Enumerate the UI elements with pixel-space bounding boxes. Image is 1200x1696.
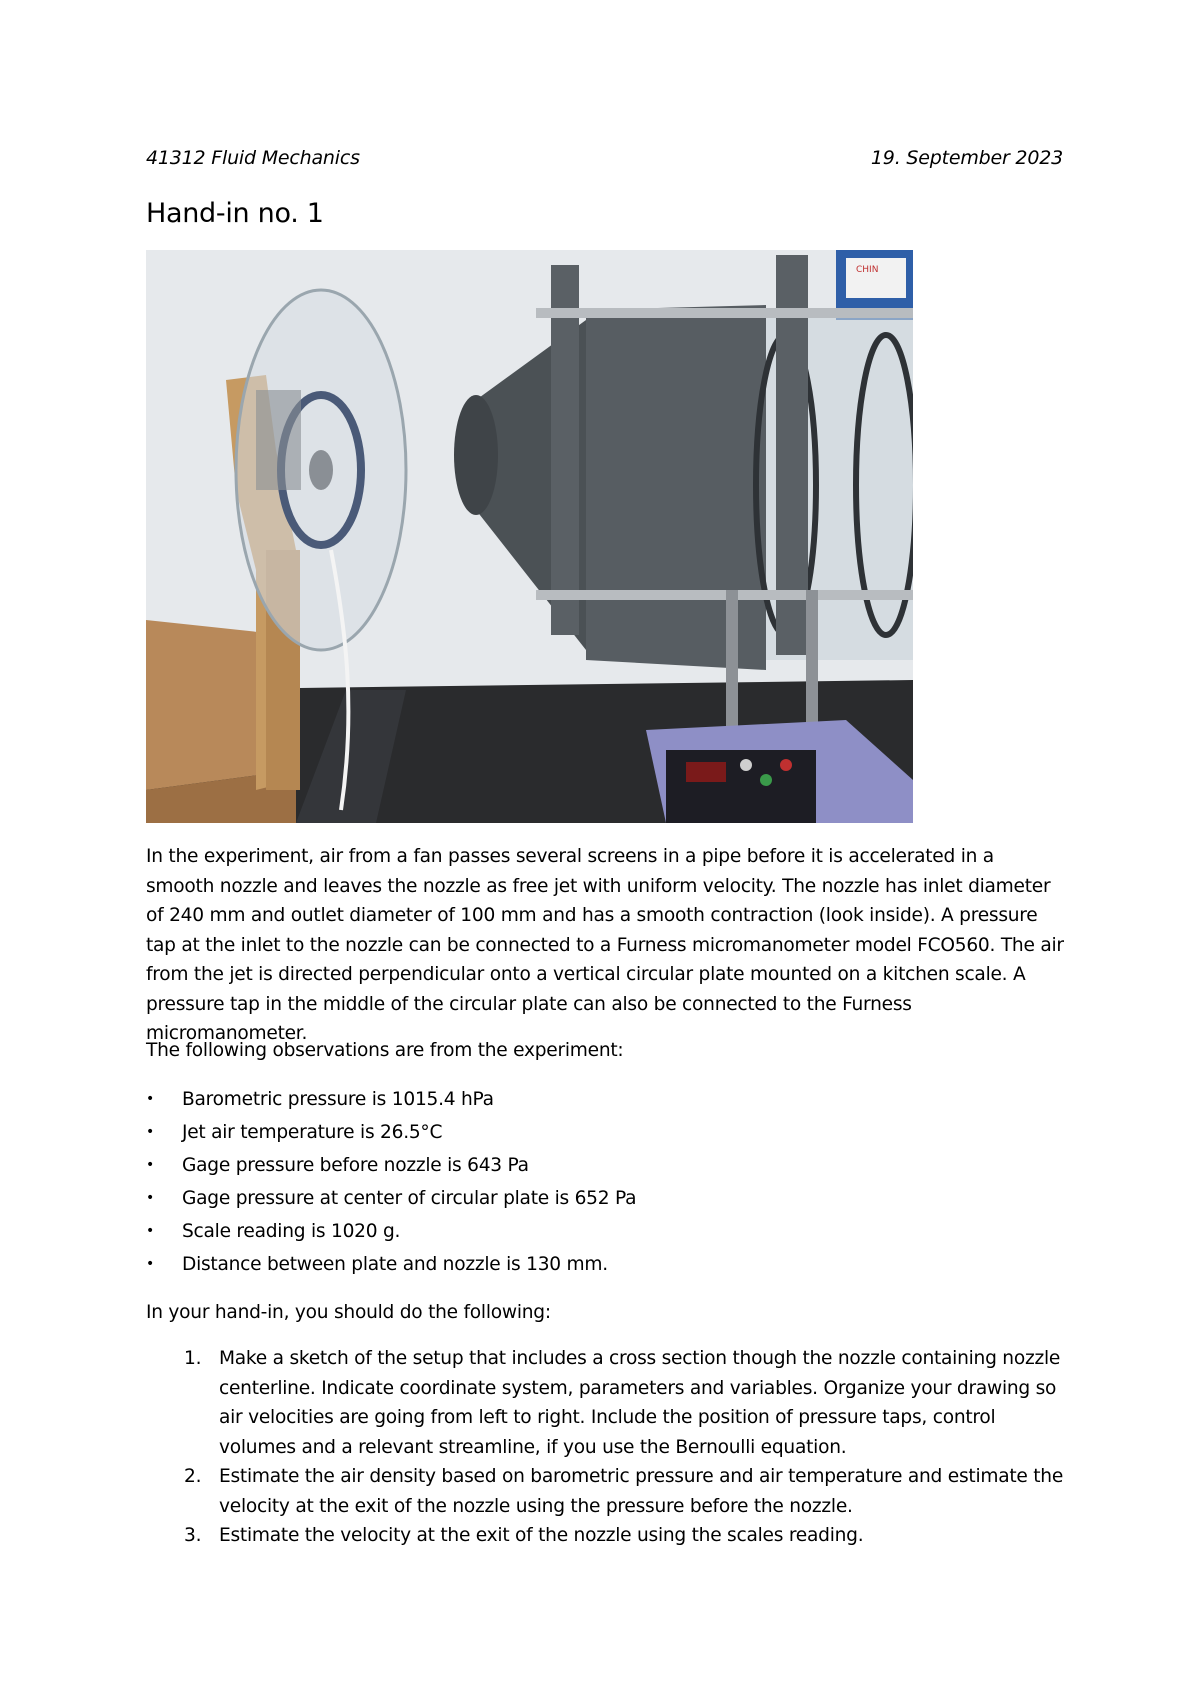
tasks-lead: In your hand-in, you should do the following: [146,1302,551,1323]
list-item: • Scale reading is 1020 g. [146,1215,1066,1248]
list-item: • Distance between plate and nozzle is 130 mm. [146,1248,1066,1281]
page-title: Hand-in no. 1 [146,198,324,229]
document-date: 19. September 2023 [870,147,1063,169]
bullet: • [146,1124,155,1140]
bullet: • [146,1091,155,1107]
item-number: 2. [184,1466,202,1487]
item-number: 3. [184,1525,202,1546]
poster-label: CHIN [856,265,879,275]
experiment-photo [146,250,913,823]
list-item: • Gage pressure at center of circular plate is 652 Pa [146,1182,1066,1215]
bullet: • [146,1157,155,1173]
list-item: • Gage pressure before nozzle is 643 Pa [146,1149,1066,1182]
bullet: • [146,1256,155,1272]
observations-lead: The following observations are from the experiment: [146,1040,624,1061]
intro-paragraph: In the experiment, air from a fan passes several screens in a pipe before it is accelerated in a smooth nozzle and leaves the nozzle as free jet with uniform velocity. The nozzle has inlet diameter of 240 mm and outlet diameter of 100 mm and has a smooth contraction (look inside). A pressure tap at the inlet to the nozzle can be connected to a Furness micromanometer model FCO560. The air from the jet is directed perpendicular onto a vertical circular plate mounted on a kitchen scale. A pressure tap in the middle of the circular plate can also be connected to the Furness micromanometer. [146,846,1064,1044]
observations-list [146,1083,1066,1281]
list-item: • Barometric pressure is 1015.4 hPa [146,1083,1066,1116]
bullet: • [146,1190,155,1206]
list-item: 2. Estimate the air density based on barometric pressure and air temperature and estimate the velocity at the exit of the nozzle using the pressure before the nozzle. [146,1462,1066,1521]
list-item: • Jet air temperature is 26.5°C [146,1116,1066,1149]
list-item: 1. Make a sketch of the setup that includes a cross section though the nozzle containing nozzle centerline. Indicate coordinate system, parameters and variables. Organize your drawing so air velocities are going from left to right. Include the position of pressure taps, control volumes and a relevant streamline, if you use the Bernoulli equation. [146,1344,1066,1462]
bullet: • [146,1223,155,1239]
item-number: 1. [184,1348,202,1369]
course-name: 41312 Fluid Mechanics [146,147,360,169]
tasks-list [146,1344,1066,1551]
list-item: 3. Estimate the velocity at the exit of the nozzle using the scales reading. [146,1521,1066,1551]
